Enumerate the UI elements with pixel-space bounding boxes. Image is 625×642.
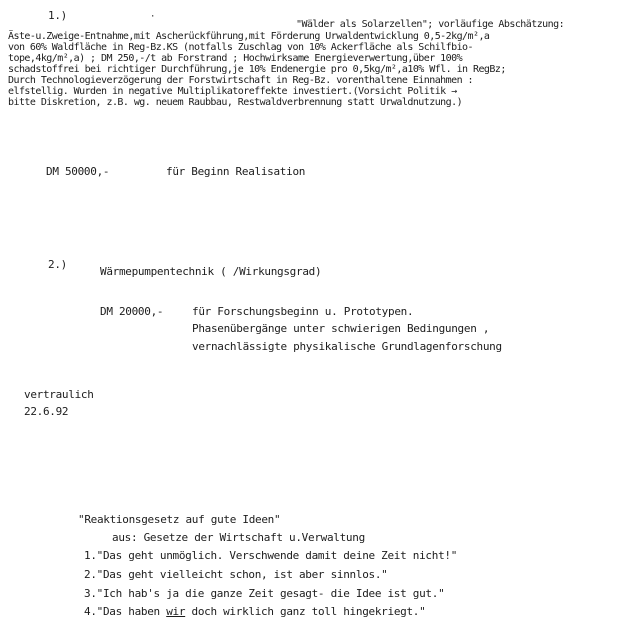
quote-item-1: 1."Das geht unmöglich. Verschwende damit deine Zeit nicht!" bbox=[84, 549, 458, 562]
document-date: 22.6.92 bbox=[24, 405, 69, 418]
item2-line-1: für Forschungsbeginn u. Prototypen. bbox=[192, 305, 414, 318]
item1-line-1: "Wälder als Solarzellen"; vorläufige Abschätzung: bbox=[296, 19, 565, 30]
quote-title: "Reaktionsgesetz auf gute Ideen" bbox=[78, 513, 281, 526]
item2-number: 2.) bbox=[48, 258, 67, 271]
item2-line-3: vernachlässigte physikalische Grundlagenforschung bbox=[192, 340, 502, 353]
stray-mark: · bbox=[150, 12, 156, 22]
item1-line-8: bitte Diskretion, z.B. wg. neuem Raubbau, Restwaldverbrennung statt Urwaldnutzung.) bbox=[8, 97, 463, 108]
item2-line-2: Phasenübergänge unter schwierigen Bedingungen , bbox=[192, 322, 490, 335]
item1-line-6: Durch Technologieverzögerung der Forstwirtschaft in Reg-Bz. vorenthaltene Einnahmen : bbox=[8, 75, 473, 86]
item1-line-4: tope,4kg/m²,a) ; DM 250,-/t ab Forstrand ; Hochwirksame Energieverwertung,über 100% bbox=[8, 53, 463, 64]
item1-line-7: elfstellig. Wurden in negative Multiplikatoreffekte investiert.(Vorsicht Politik → bbox=[8, 86, 457, 97]
quote-source: aus: Gesetze der Wirtschaft u.Verwaltung bbox=[112, 531, 365, 544]
quote-item-4-emphasis: wir bbox=[166, 605, 186, 618]
item1-line-5: schadstoffrei bei richtiger Durchführung,je 10% Endenergie pro 0,5kg/m²,a10% Wfl. in RegBz; bbox=[8, 64, 506, 75]
quote-item-4-pre: 4."Das haben bbox=[84, 605, 167, 618]
item2-title: Wärmepumpentechnik ( /Wirkungsgrad) bbox=[100, 265, 322, 278]
quote-item-4-post: doch wirklich ganz toll hingekriegt." bbox=[185, 605, 426, 618]
item1-line-3: von 60% Waldfläche in Reg-Bz.KS (notfalls Zuschlag von 10% Ackerfläche als Schilfbio- bbox=[8, 42, 473, 53]
quote-item-4 bbox=[84, 606, 425, 618]
item1-amount: DM 50000,- bbox=[46, 165, 110, 178]
item1-number: 1.) bbox=[48, 9, 67, 22]
item2-amount: DM 20000,- bbox=[100, 305, 164, 318]
item1-purpose: für Beginn Realisation bbox=[166, 165, 306, 178]
quote-item-3: 3."Ich hab's ja die ganze Zeit gesagt- die Idee ist gut." bbox=[84, 587, 445, 600]
item1-line-2: Äste-u.Zweige-Entnahme,mit Ascherückführung,mit Förderung Urwaldentwicklung 0,5-2kg/m²,a bbox=[8, 31, 490, 42]
quote-item-2: 2."Das geht vielleicht schon, ist aber sinnlos." bbox=[84, 568, 388, 581]
confidential-note: vertraulich bbox=[24, 388, 94, 401]
